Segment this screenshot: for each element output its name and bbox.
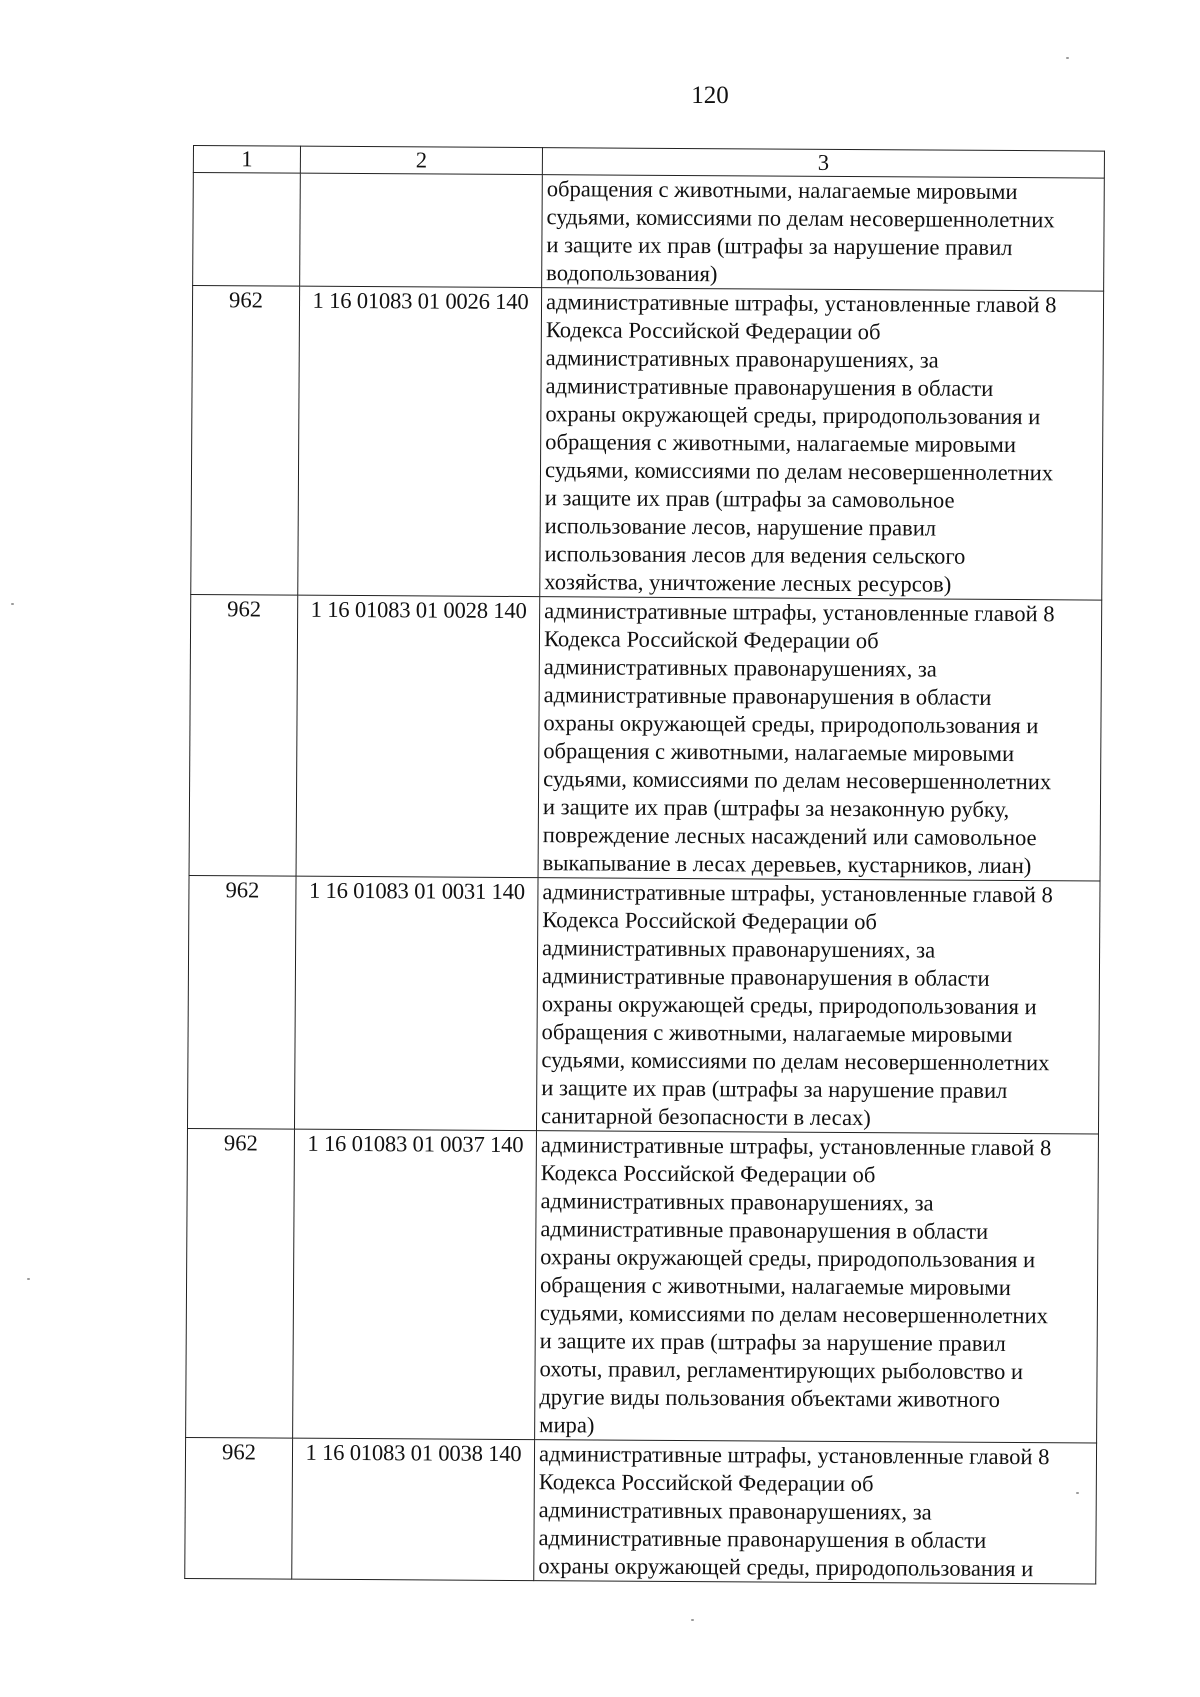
description-line: использования лесов для ведения сельского xyxy=(544,541,966,569)
description-line: судьями, комиссиями по делам несовершеннолетних xyxy=(539,1300,1049,1329)
table-body xyxy=(185,146,1105,1585)
description-line: обращения с животными, налагаемые мировыми xyxy=(539,1272,1011,1301)
budget-classification-code-cell: 1 16 01083 01 0028 140 xyxy=(296,595,540,877)
description-line: административные штрафы, установленные главой 8 xyxy=(540,1132,1052,1161)
budget-classification-code-cell: 1 16 01083 01 0037 140 xyxy=(293,1129,537,1439)
description-line: охраны окружающей среды, природопользования и xyxy=(543,710,1039,739)
description-cell xyxy=(540,288,1104,600)
admin-code-cell xyxy=(193,173,301,287)
description-line: судьями, комиссиями по делам несовершеннолетних xyxy=(541,1047,1050,1076)
admin-code-cell: 962 xyxy=(186,1128,295,1438)
description-line: Кодекса Российской Федерации об xyxy=(542,907,878,935)
description-line: мира) xyxy=(539,1412,595,1438)
table-row xyxy=(191,286,1104,601)
description-line: и защите их прав (штрафы за самовольное xyxy=(544,485,955,513)
admin-code-cell: 962 xyxy=(189,594,298,876)
budget-classification-code-cell: 1 16 01083 01 0026 140 xyxy=(298,286,542,596)
description-line: и защите их прав (штрафы за незаконную рубку, xyxy=(542,794,1010,822)
description-line: административные штрафы, установленные главой 8 xyxy=(545,289,1057,318)
description-line: обращения с животными, налагаемые мировыми xyxy=(541,1019,1013,1048)
description-cell xyxy=(534,1440,1097,1584)
table-row xyxy=(189,594,1102,881)
description-line: административные правонарушения в области xyxy=(538,1525,987,1553)
description-line: охоты, правил, регламентирующих рыболовство и xyxy=(539,1356,1024,1385)
description-line: обращения с животными, налагаемые мировыми xyxy=(543,738,1015,767)
table-row xyxy=(187,875,1100,1134)
description-line: Кодекса Российской Федерации об xyxy=(540,1160,876,1188)
table-row xyxy=(193,173,1105,292)
description-line: Кодекса Российской Федерации об xyxy=(538,1469,874,1497)
description-line: административные штрафы, установленные главой 8 xyxy=(538,1441,1050,1470)
description-line: санитарной безопасности в лесах) xyxy=(541,1103,871,1131)
description-line: административные штрафы, установленные главой 8 xyxy=(544,598,1055,627)
description-line: выкапывание в лесах деревьев, кустарников, лиан) xyxy=(542,850,1032,879)
description-cell xyxy=(535,1131,1099,1443)
table-row xyxy=(185,1437,1097,1584)
description-line: охраны окружающей среды, природопользования и xyxy=(541,991,1037,1020)
description-line: административных правонарушениях, за xyxy=(538,1497,932,1525)
scan-speck xyxy=(691,1619,694,1621)
description-line: использование лесов, нарушение правил xyxy=(544,513,937,541)
description-line: административные правонарушения в области xyxy=(543,682,992,710)
description-line: судьями, комиссиями по делам несовершеннолетних xyxy=(546,204,1055,233)
description-line: повреждение лесных насаждений или самовольное xyxy=(542,822,1037,851)
description-line: и защите их прав (штрафы за нарушение правил xyxy=(539,1328,1006,1356)
header-cell-2: 2 xyxy=(300,146,542,174)
scan-speck xyxy=(1066,57,1069,59)
description-line: административные правонарушения в области xyxy=(540,1216,989,1244)
description-line: Кодекса Российской Федерации об xyxy=(543,626,879,654)
description-cell xyxy=(536,878,1100,1134)
description-line: охраны окружающей среды, природопользования и xyxy=(538,1553,1034,1582)
description-line: и защите их прав (штрафы за нарушение правил xyxy=(546,232,1013,261)
description-line: административных правонарушениях, за xyxy=(545,345,939,373)
scan-speck xyxy=(27,1278,30,1280)
budget-classification-code-cell: 1 16 01083 01 0031 140 xyxy=(294,876,538,1130)
description-line: охраны окружающей среды, природопользования и xyxy=(540,1244,1036,1273)
description-line: судьями, комиссиями по делам несовершеннолетних xyxy=(543,766,1052,795)
budget-classification-code-cell xyxy=(300,173,543,287)
description-line: другие виды пользования объектами животного xyxy=(539,1384,1001,1412)
scan-speck xyxy=(11,603,14,605)
description-line: административных правонарушениях, за xyxy=(540,1188,934,1216)
table-row xyxy=(186,1128,1099,1443)
description-line: хозяйства, уничтожение лесных ресурсов) xyxy=(544,569,952,597)
description-cell xyxy=(538,597,1102,881)
admin-code-cell: 962 xyxy=(187,875,296,1129)
admin-code-cell: 962 xyxy=(191,286,300,596)
description-line: обращения с животными, налагаемые мировыми xyxy=(546,176,1018,205)
description-line: административные правонарушения в области xyxy=(545,373,994,401)
admin-code-cell: 962 xyxy=(185,1437,293,1579)
description-cell xyxy=(542,175,1105,291)
page-number: 120 xyxy=(691,82,729,109)
header-cell-3: 3 xyxy=(542,148,1104,178)
description-line: охраны окружающей среды, природопользования и xyxy=(545,401,1041,430)
budget-classification-code-cell: 1 16 01083 01 0038 140 xyxy=(292,1438,535,1580)
description-line: судьями, комиссиями по делам несовершеннолетних xyxy=(544,457,1054,486)
description-line: административные штрафы, установленные главой 8 xyxy=(542,879,1053,908)
header-cell-1: 1 xyxy=(193,146,300,174)
description-line: Кодекса Российской Федерации об xyxy=(545,317,881,345)
scan-speck xyxy=(1076,1492,1079,1494)
description-line: и защите их прав (штрафы за нарушение правил xyxy=(541,1075,1008,1103)
description-line: административных правонарушениях, за xyxy=(543,654,937,682)
description-line: административные правонарушения в области xyxy=(541,963,990,991)
description-line: водопользования) xyxy=(546,260,718,287)
description-line: обращения с животными, налагаемые мировыми xyxy=(545,429,1017,458)
budget-code-table xyxy=(184,145,1105,1585)
description-line: административных правонарушениях, за xyxy=(542,935,936,963)
